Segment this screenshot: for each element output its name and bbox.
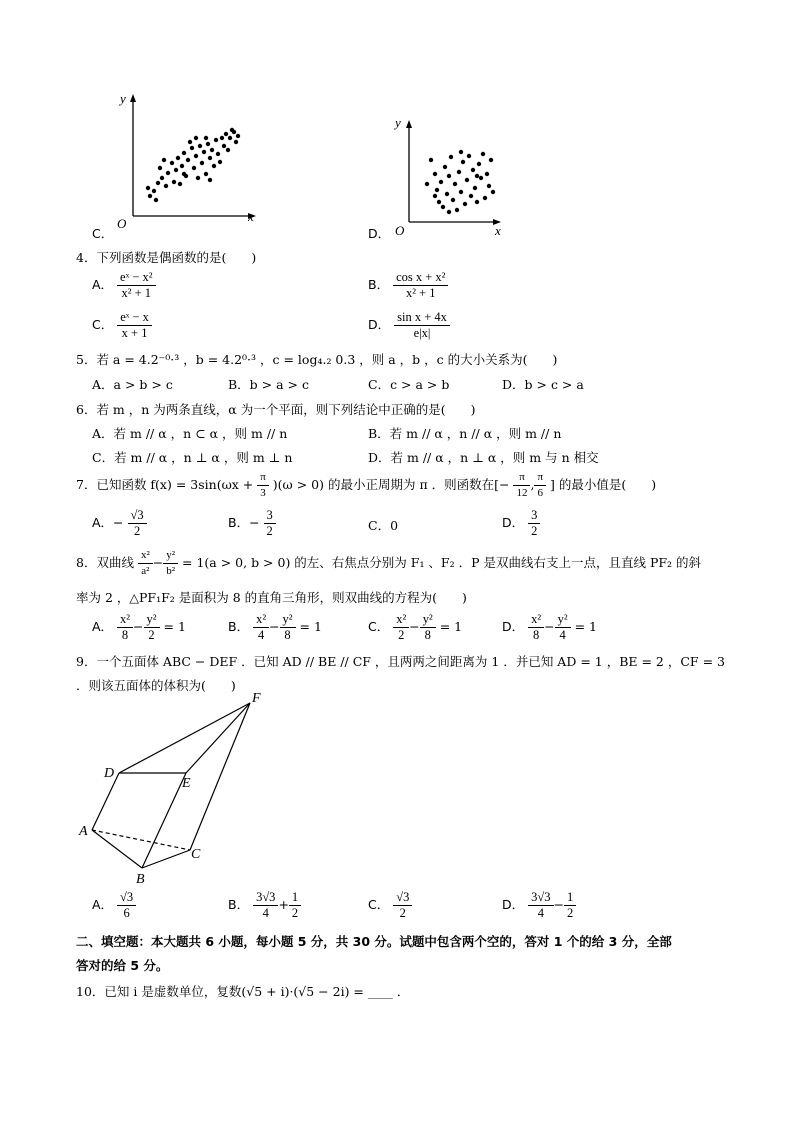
scatter-d-point <box>443 165 447 169</box>
scatter-c-point <box>146 186 150 190</box>
q4-option-a: A． $\frac{\text{eˣ − x²}}{\text{x² + 1}}$ <box>92 270 156 301</box>
scatter-c-point <box>224 132 228 136</box>
scatter-c-point <box>186 158 190 162</box>
q7-option-c: C．0 <box>368 518 399 533</box>
scatter-d-point <box>461 160 465 164</box>
scatter-c-point <box>204 172 208 176</box>
scatter-d-point <box>463 202 467 206</box>
q6-option-c: C．若 m // α ，n ⊥ α ，则 m ⊥ n <box>92 450 293 465</box>
scatter-c-point <box>234 140 238 144</box>
scatter-c-point <box>148 194 152 198</box>
scatter-d-point <box>477 162 481 166</box>
scatter-plot-d <box>365 112 515 240</box>
scatter-c-point <box>180 164 184 168</box>
q8-stem-line1: 8．双曲线 $\frac{\text{x²}}{\text{a²}}$ − $\frac{\text{y²}}{\text{b²}}$ = 1(a > 0, b > 0) 的左、右焦点分别为 F₁ 、F₂ ．P 是双曲线右支上一点，且直线 PF₂ 的斜 <box>76 549 702 577</box>
scatter-d-point <box>457 170 461 174</box>
q8-option-b: B． $\frac{\text{x²}}{4}$ − $\frac{\text{y²}}{8}$ = 1 <box>228 612 322 642</box>
q7-option-b: B．− $\frac{3}{2}$ <box>228 508 276 539</box>
scatter-c-point <box>162 158 166 162</box>
scatter-c-svg <box>88 88 278 238</box>
scatter-c-point <box>182 172 186 176</box>
scatter-c-yaxis: y <box>120 91 126 106</box>
scatter-d-point <box>437 200 441 204</box>
scatter-c-point <box>182 151 186 155</box>
scatter-c-point <box>194 136 198 140</box>
scatter-c-point <box>188 140 192 144</box>
vertex-label-c: C <box>191 847 201 862</box>
scatter-c-point <box>214 138 218 142</box>
q7-stem: 7．已知函数 f(x) = 3sin(ωx + $\frac{\pi}{3}$ )(ω > 0) 的最小正周期为 π ．则函数在[− $\frac{\pi}{12}$ , $\frac{\pi}{6}$ ] 的最小值是( ) <box>76 471 657 499</box>
scatter-c-point <box>208 156 212 160</box>
scatter-c-point <box>158 166 162 170</box>
scatter-d-point <box>485 172 489 176</box>
q5-option-b: B．b > a > c <box>228 377 309 392</box>
scatter-plot-c <box>88 88 278 241</box>
scatter-c-point <box>228 136 232 140</box>
scatter-d-point <box>489 158 493 162</box>
scatter-c-point <box>152 189 156 193</box>
scatter-c-point <box>196 176 200 180</box>
q4-stem: 4．下列函数是偶函数的是( ) <box>76 250 257 265</box>
scatter-c-point <box>218 160 222 164</box>
scatter-d-point <box>449 155 453 159</box>
scatter-d-point <box>459 190 463 194</box>
q6-option-a: A．若 m // α ，n ⊂ α ，则 m // n <box>92 426 288 441</box>
scatter-c-label: C． <box>92 226 114 241</box>
q6-option-b: B．若 m // α ，n // α ，则 m // n <box>368 426 562 441</box>
scatter-d-point <box>467 154 471 158</box>
scatter-d-point <box>441 205 445 209</box>
scatter-c-point <box>154 198 158 202</box>
scatter-c-xaxis: x <box>248 209 254 224</box>
scatter-d-point <box>433 194 437 198</box>
scatter-c-point <box>198 144 202 148</box>
scatter-d-point <box>475 174 479 178</box>
scatter-c-point <box>210 148 214 152</box>
scatter-c-point <box>156 181 160 185</box>
scatter-d-point <box>451 198 455 202</box>
scatter-d-point <box>445 192 449 196</box>
scatter-d-yaxis: y <box>395 115 401 130</box>
q7-option-a: A．− $\frac{√3}{2}$ <box>92 508 147 539</box>
q9-option-d: D． $\frac{3√3}{4}$ − $\frac{1}{2}$ <box>502 890 576 921</box>
scatter-d-origin: O <box>395 223 405 237</box>
q9-option-b: B． $\frac{3√3}{4}$ + $\frac{1}{2}$ <box>228 890 301 921</box>
scatter-c-point <box>204 136 208 140</box>
scatter-d-point <box>447 210 451 214</box>
scatter-d-point <box>439 180 443 184</box>
q8-option-c: C． $\frac{\text{x²}}{2}$ − $\frac{\text{y²}}{8}$ = 1 <box>368 612 463 642</box>
q4-option-b: B． $\frac{\text{cos x + x²}}{\text{x² + 1}}$ <box>368 270 448 301</box>
scatter-d-point <box>471 168 475 172</box>
q9-stem-line2: ．则该五面体的体积为( ) <box>76 678 236 693</box>
q6-stem: 6．若 m ，n 为两条直线，α 为一个平面，则下列结论中正确的是( ) <box>76 402 476 417</box>
scatter-d-point <box>435 188 439 192</box>
vertex-label-b: B <box>136 872 145 887</box>
scatter-c-point <box>212 164 216 168</box>
vertex-label-e: E <box>182 776 191 791</box>
scatter-c-point <box>164 184 168 188</box>
pentahedron-svg <box>70 690 280 890</box>
scatter-d-xaxis: x <box>495 223 501 237</box>
q8-stem-line2: 率为 2 ，△PF₁F₂ 是面积为 8 的直角三角形，则双曲线的方程为( ) <box>76 590 467 605</box>
section2-heading-line2: 答对的给 5 分。 <box>76 958 169 973</box>
scatter-d-svg <box>365 112 515 237</box>
scatter-c-point <box>174 168 178 172</box>
scatter-d-point <box>473 186 477 190</box>
scatter-c-point <box>178 182 182 186</box>
scatter-d-point <box>459 150 463 154</box>
scatter-d-point <box>465 178 469 182</box>
pentahedron-figure <box>70 690 280 893</box>
scatter-d-point <box>453 182 457 186</box>
scatter-d-point <box>447 174 451 178</box>
scatter-c-point <box>200 161 204 165</box>
q6-option-d: D．若 m // α ，n ⊥ α ，则 m 与 n 相交 <box>368 450 599 465</box>
vertex-label-a: A <box>79 824 88 839</box>
q5-option-a: A．a > b > c <box>92 377 173 392</box>
scatter-c-point <box>226 148 230 152</box>
scatter-d-point <box>433 172 437 176</box>
scatter-c-point <box>208 178 212 182</box>
scatter-c-point <box>230 128 234 132</box>
scatter-c-point <box>194 154 198 158</box>
scatter-c-point <box>236 134 240 138</box>
scatter-d-point <box>469 194 473 198</box>
scatter-d-point <box>487 184 491 188</box>
scatter-c-point <box>220 136 224 140</box>
scatter-c-point <box>190 146 194 150</box>
scatter-c-point <box>160 176 164 180</box>
scatter-d-point <box>475 200 479 204</box>
scatter-c-point <box>166 171 170 175</box>
vertex-label-d: D <box>104 766 115 781</box>
q5-stem: 5．若 a = 4.2⁻⁰·³ ，b = 4.2⁰·³ ，c = log₄.₂ 0.3 ，则 a ，b ，c 的大小关系为( ) <box>76 352 558 367</box>
scatter-d-point <box>425 182 429 186</box>
scatter-c-point <box>202 150 206 154</box>
scatter-c-point <box>206 142 210 146</box>
scatter-d-label: D． <box>368 226 391 241</box>
scatter-c-origin: O <box>117 216 127 231</box>
q7-option-d: D． $\frac{3}{2}$ <box>502 508 540 539</box>
scatter-c-point <box>222 144 226 148</box>
q9-stem-line1: 9．一个五面体 ABC − DEF ．已知 AD // BE // CF ，且两两之间距离为 1 ．并已知 AD = 1 ，BE = 2 ，CF = 3 <box>76 654 725 669</box>
scatter-c-point <box>176 156 180 160</box>
q5-option-d: D．b > c > a <box>502 377 584 392</box>
scatter-c-point <box>172 180 176 184</box>
scatter-d-point <box>481 152 485 156</box>
q10-stem: 10．已知 i 是虚数单位，复数(√5 + i)·(√5 − 2i) = ____ ． <box>76 984 410 999</box>
q5-option-c: C．c > a > b <box>368 377 450 392</box>
q8-option-d: D． $\frac{\text{x²}}{8}$ − $\frac{\text{y²}}{4}$ = 1 <box>502 612 597 642</box>
scatter-c-point <box>170 161 174 165</box>
scatter-d-point <box>429 158 433 162</box>
scatter-d-point <box>483 196 487 200</box>
scatter-d-point <box>491 190 495 194</box>
q4-option-c: C． $\frac{\text{eˣ − x}}{x + 1}$ <box>92 310 152 341</box>
scatter-d-point <box>479 176 483 180</box>
section2-heading-line1: 二、填空题：本大题共 6 小题，每小题 5 分，共 30 分。试题中包含两个空的，答对 1 个的给 3 分，全部 <box>76 934 672 949</box>
scatter-c-point <box>192 166 196 170</box>
q9-option-a: A． $\frac{√3}{6}$ <box>92 890 136 921</box>
q8-option-a: A． $\frac{\text{x²}}{8}$ − $\frac{\text{y²}}{2}$ = 1 <box>92 612 186 642</box>
scatter-c-point <box>216 152 220 156</box>
q9-option-c: C． $\frac{√3}{2}$ <box>368 890 412 921</box>
q4-option-d: D． $\frac{\text{sin x + 4x}}{e|x|}$ <box>368 310 450 341</box>
scatter-d-point <box>455 208 459 212</box>
vertex-label-f: F <box>252 691 261 706</box>
